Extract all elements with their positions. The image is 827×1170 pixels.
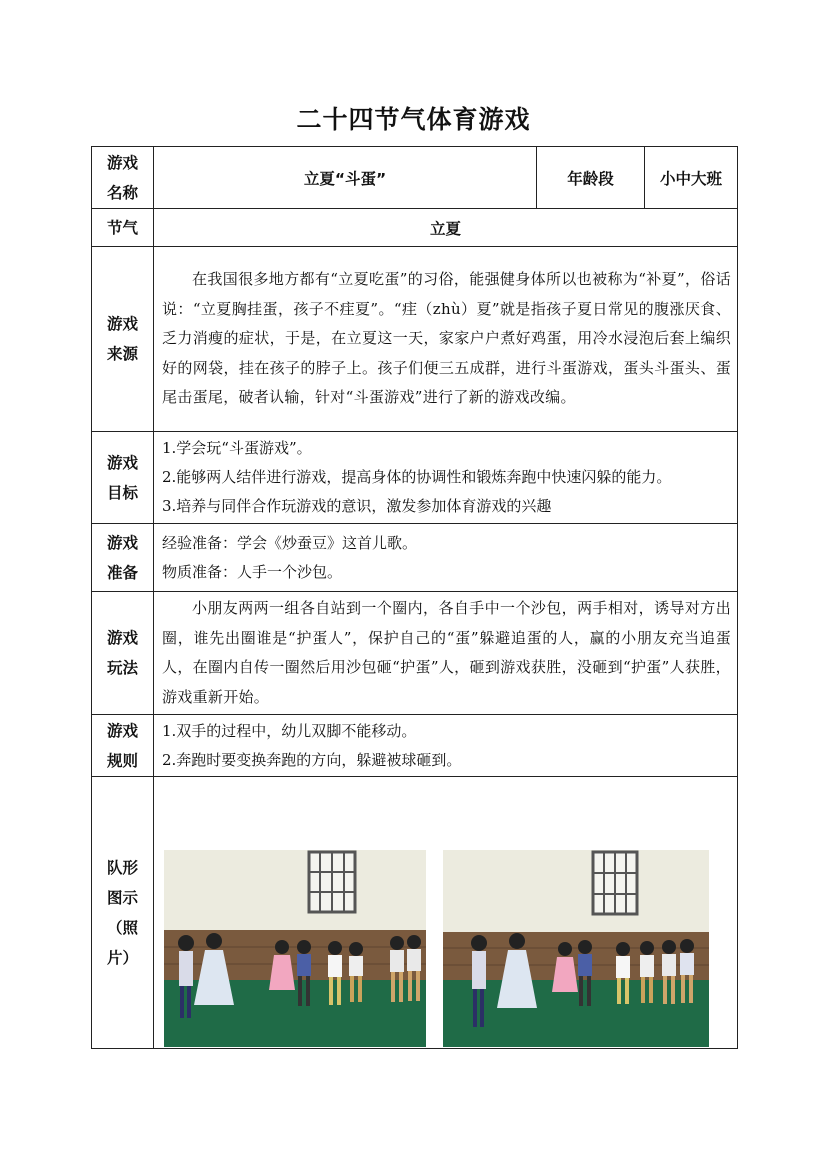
name-value: 立夏“斗蛋” [154, 147, 537, 209]
prep-item: 物质准备：人手一个沙包。 [162, 562, 343, 581]
goal-list [154, 432, 738, 524]
prep-list [154, 524, 738, 592]
formation-label: 队形图示（照片） [92, 777, 154, 1049]
row-goal [92, 432, 738, 524]
source-text: 在我国很多地方都有“立夏吃蛋”的习俗，能强健身体所以也被称为“补夏”，俗话说：“立夏胸挂蛋，孩子不疰夏”。“疰（zhù）夏”就是指孩子夏日常见的腹涨厌食、乏力消瘦的症状，于是，在立夏这一天，家家户户煮好鸡蛋，用冷水浸泡后套上编织好的网袋，挂在孩子的脖子上。孩子们便三五成群，进行斗蛋游戏，蛋头斗蛋头、蛋尾击蛋尾，破者认输，针对“斗蛋游戏”进行了新的游戏改编。 [154, 247, 738, 432]
prep-item: 经验准备：学会《炒蚕豆》这首儿歌。 [162, 533, 418, 552]
row-name [92, 147, 738, 209]
prep-label: 游戏准备 [92, 524, 154, 592]
name-label: 游戏名称 [92, 147, 154, 209]
age-value: 小中大班 [645, 147, 738, 209]
source-label: 游戏来源 [92, 247, 154, 432]
rule-item: 1.双手的过程中，幼儿双脚不能移动。 [162, 721, 417, 740]
formation-photo-2 [443, 850, 709, 1047]
rules-list [154, 715, 738, 777]
row-play [92, 592, 738, 715]
term-label: 节气 [92, 209, 154, 247]
row-rules [92, 715, 738, 777]
goal-item: 1.学会玩“斗蛋游戏”。 [162, 439, 312, 457]
goal-item: 3.培养与同伴合作玩游戏的意识，激发参加体育游戏的兴趣 [162, 497, 552, 515]
goal-item: 2.能够两人结伴进行游戏，提高身体的协调性和锻炼奔跑中快速闪躲的能力。 [162, 468, 672, 486]
play-label: 游戏玩法 [92, 592, 154, 715]
formation-photo-1 [164, 850, 426, 1047]
rules-label: 游戏规则 [92, 715, 154, 777]
row-source [92, 247, 738, 432]
row-term [92, 209, 738, 247]
formation-photos [154, 777, 738, 1049]
page-title: 二十四节气体育游戏 [296, 105, 531, 134]
term-value: 立夏 [154, 209, 738, 247]
game-table [91, 146, 738, 1049]
play-text: 小朋友两两一组各自站到一个圈内，各自手中一个沙包，两手相对，诱导对方出圈，谁先出圈谁是“护蛋人”，保护自己的“蛋”躲避追蛋的人，赢的小朋友充当追蛋人，在圈内自传一圈然后用沙包砸“护蛋”人，砸到游戏获胜，没砸到“护蛋”人获胜，游戏重新开始。 [154, 592, 738, 715]
age-label: 年龄段 [537, 147, 645, 209]
row-prep [92, 524, 738, 592]
row-formation [92, 777, 738, 1049]
rule-item: 2.奔跑时要变换奔跑的方向，躲避被球砸到。 [162, 750, 462, 769]
goal-label: 游戏目标 [92, 432, 154, 524]
